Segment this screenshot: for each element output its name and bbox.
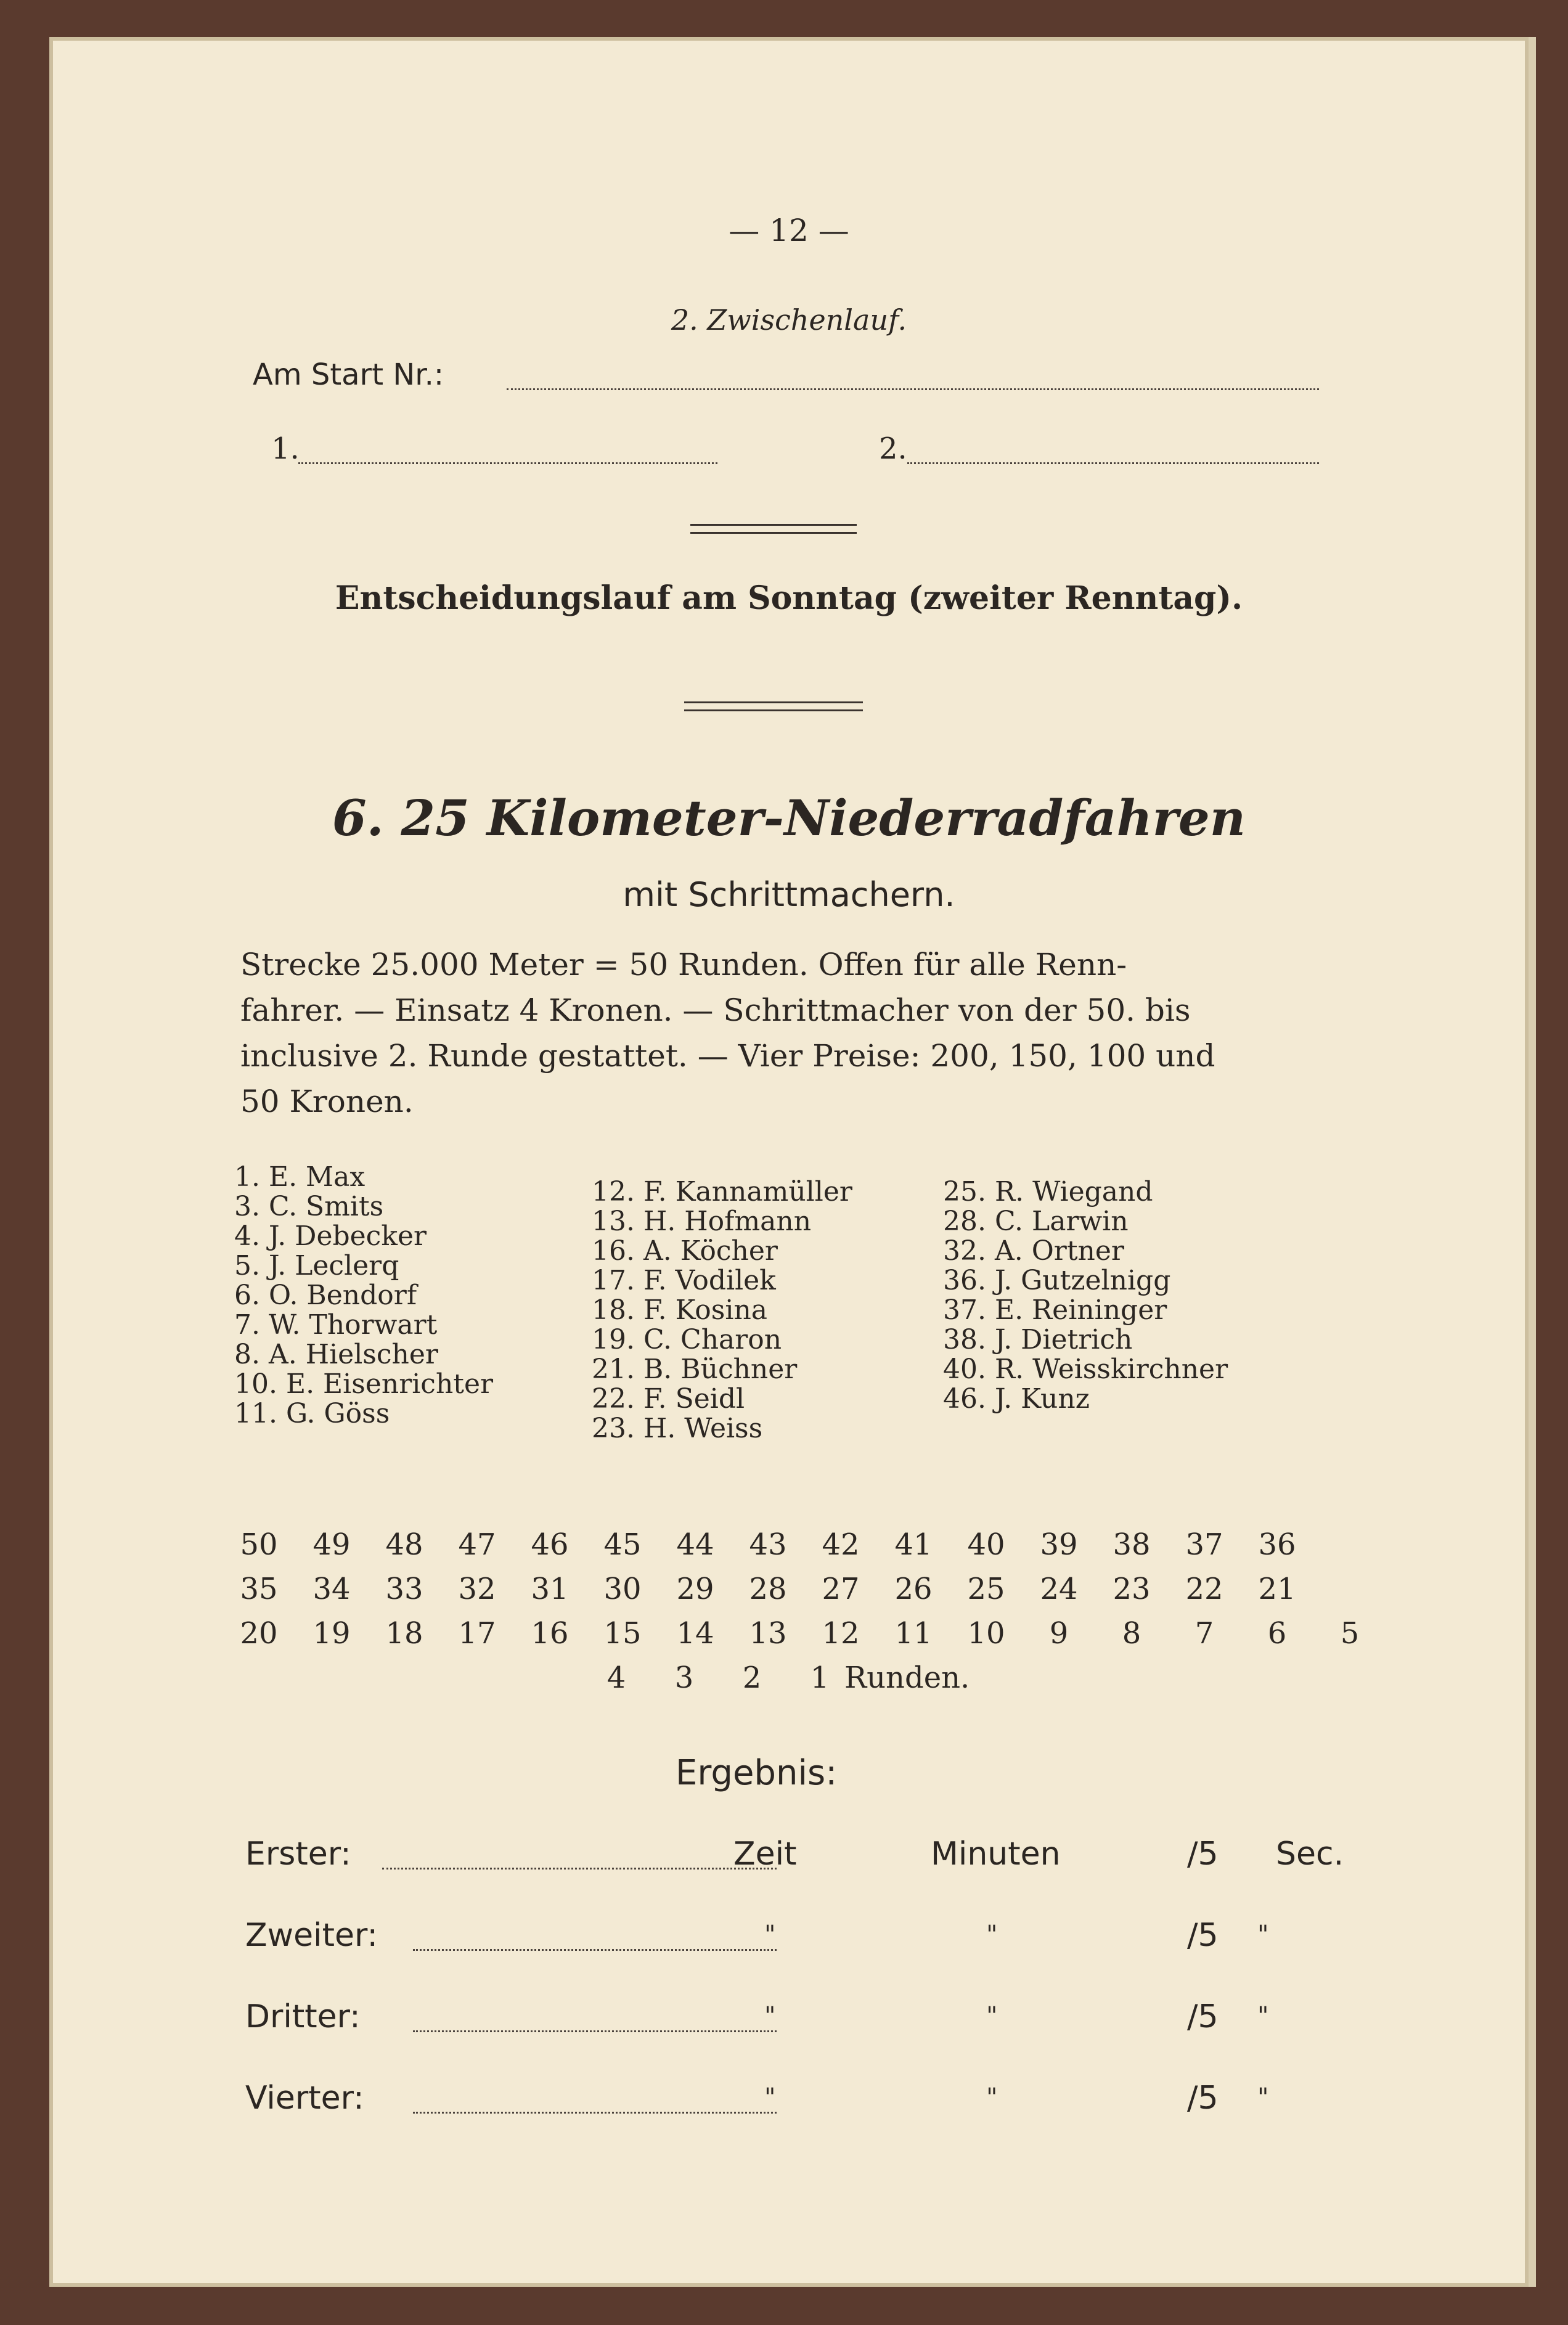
entry: 37. E. Reininger (943, 1294, 1167, 1326)
entry: 3. C. Smits (234, 1191, 384, 1222)
fifth-seconds-label: /5 (1187, 2080, 1219, 2117)
race-title: 6. 25 Kilometer-Niederradfahren (332, 789, 1246, 847)
lap-row-2 (49, 1572, 1529, 1609)
lap-number: 41 (894, 1527, 933, 1562)
lap-number: 21 (1258, 1572, 1296, 1606)
lap-number: 10 (967, 1616, 1005, 1651)
zeit-column-label: Zeit (733, 1836, 797, 1873)
entry: 5. J. Leclerq (234, 1250, 399, 1281)
description-line: Strecke 25.000 Meter = 50 Runden. Offen für alle Renn- (240, 947, 1127, 983)
entry: 17. F. Vodilek (592, 1265, 776, 1296)
entry: 19. C. Charon (592, 1324, 782, 1355)
result-place-label: Erster: (245, 1836, 351, 1873)
entry: 23. H. Weiss (592, 1413, 763, 1444)
lap-number: 28 (749, 1572, 787, 1606)
lap-number: 35 (240, 1572, 278, 1606)
entscheidungslauf-heading: Entscheidungslauf am Sonntag (zweiter Renntag). (335, 579, 1243, 617)
entry: 28. C. Larwin (943, 1206, 1129, 1237)
start-label: Am Start Nr.: (253, 358, 444, 392)
fifth-seconds-label: /5 (1187, 1998, 1219, 2035)
lap-number: 23 (1113, 1572, 1151, 1606)
place-2-line (907, 462, 1319, 464)
entry: 25. R. Wiegand (943, 1176, 1153, 1207)
ditto-mark: " (764, 2083, 776, 2112)
entry: 40. R. Weisskirchner (943, 1354, 1228, 1385)
lap-number: 39 (1040, 1527, 1078, 1562)
ditto-mark: " (986, 2002, 998, 2030)
lap-number: 33 (385, 1572, 423, 1606)
entry: 46. J. Kunz (943, 1383, 1090, 1415)
lap-number: 24 (1040, 1572, 1078, 1606)
double-rule (684, 701, 863, 711)
ditto-mark: " (986, 2083, 998, 2112)
fifth-seconds-label: /5 (1187, 1917, 1219, 1954)
lap-number: 44 (676, 1527, 714, 1562)
result-place-label: Zweiter: (245, 1917, 378, 1954)
lap-number: 3 (674, 1661, 694, 1695)
runden-label: Runden. (844, 1661, 970, 1695)
lap-number: 1 (810, 1661, 830, 1695)
ditto-mark: " (764, 1921, 776, 1949)
entries-column-1 (234, 1162, 493, 1429)
lap-number: 22 (1185, 1572, 1223, 1606)
ditto-mark: " (1257, 2002, 1269, 2030)
lap-row-3 (49, 1616, 1529, 1653)
lap-number: 5 (1340, 1616, 1360, 1651)
lap-number: 36 (1258, 1527, 1296, 1562)
lap-number: 50 (240, 1527, 278, 1562)
result-place-label: Vierter: (245, 2080, 364, 2117)
page-number: — 12 — (729, 213, 849, 248)
seconds-column-label: Sec. (1276, 1836, 1344, 1873)
ditto-mark: " (1257, 2083, 1269, 2112)
entries-column-3 (943, 1177, 1228, 1414)
lap-row-4 (49, 1661, 1529, 1698)
description-line: 50 Kronen. (240, 1084, 414, 1119)
entry: 7. W. Thorwart (234, 1309, 438, 1341)
program-page (49, 37, 1529, 2287)
ditto-mark: " (764, 2002, 776, 2030)
entry: 38. J. Dietrich (943, 1324, 1133, 1355)
lap-number: 49 (312, 1527, 351, 1562)
result-entry-line (382, 1868, 777, 1869)
result-entry-line (413, 2030, 777, 2032)
entries-column-2 (592, 1177, 852, 1444)
lap-number: 13 (749, 1616, 787, 1651)
lap-number: 18 (385, 1616, 423, 1651)
lap-number: 20 (240, 1616, 278, 1651)
lap-number: 46 (531, 1527, 569, 1562)
place-1-line (298, 462, 717, 464)
entry: 1. E. Max (234, 1161, 365, 1193)
lap-row-1 (49, 1527, 1529, 1564)
place-2-label: 2. (879, 431, 907, 466)
lap-number: 9 (1049, 1616, 1069, 1651)
description-line: inclusive 2. Runde gestattet. — Vier Preise: 200, 150, 100 und (240, 1038, 1215, 1074)
lap-number: 17 (458, 1616, 496, 1651)
lap-number: 37 (1185, 1527, 1223, 1562)
lap-number: 7 (1194, 1616, 1214, 1651)
lap-number: 31 (531, 1572, 569, 1606)
entry: 6. O. Bendorf (234, 1280, 417, 1311)
minuten-column-label: Minuten (931, 1836, 1061, 1873)
entry: 8. A. Hielscher (234, 1339, 438, 1370)
entry: 32. A. Ortner (943, 1235, 1124, 1267)
lap-number: 19 (312, 1616, 351, 1651)
entry: 18. F. Kosina (592, 1294, 768, 1326)
place-1-label: 1. (271, 431, 300, 466)
lap-number: 43 (749, 1527, 787, 1562)
zwischenlauf-heading: 2. Zwischenlauf. (671, 303, 907, 337)
lap-number: 6 (1267, 1616, 1287, 1651)
lap-number: 38 (1113, 1527, 1151, 1562)
entry: 4. J. Debecker (234, 1220, 427, 1252)
ergebnis-heading: Ergebnis: (676, 1753, 838, 1793)
lap-number: 2 (742, 1661, 762, 1695)
ditto-mark: " (1257, 1921, 1269, 1949)
lap-number: 42 (822, 1527, 860, 1562)
lap-number: 16 (531, 1616, 569, 1651)
lap-number: 25 (967, 1572, 1005, 1606)
lap-number: 11 (894, 1616, 933, 1651)
lap-number: 45 (603, 1527, 642, 1562)
lap-number: 34 (312, 1572, 351, 1606)
lap-number: 29 (676, 1572, 714, 1606)
entry: 11. G. Göss (234, 1398, 390, 1429)
lap-number: 48 (385, 1527, 423, 1562)
result-entry-line (413, 1949, 777, 1951)
entry: 21. B. Büchner (592, 1354, 798, 1385)
result-place-label: Dritter: (245, 1998, 361, 2035)
entry: 12. F. Kannamüller (592, 1176, 852, 1207)
entry: 22. F. Seidl (592, 1383, 745, 1415)
lap-number: 4 (606, 1661, 626, 1695)
lap-number: 40 (967, 1527, 1005, 1562)
lap-number: 32 (458, 1572, 496, 1606)
entry: 36. J. Gutzelnigg (943, 1265, 1171, 1296)
race-description (240, 942, 1350, 1124)
lap-number: 12 (822, 1616, 860, 1651)
lap-number: 47 (458, 1527, 496, 1562)
entry: 13. H. Hofmann (592, 1206, 812, 1237)
result-entry-line (413, 2112, 777, 2114)
lap-number: 8 (1122, 1616, 1141, 1651)
double-rule (690, 524, 857, 534)
description-line: fahrer. — Einsatz 4 Kronen. — Schrittmacher von der 50. bis (240, 992, 1191, 1028)
start-number-line (507, 388, 1319, 390)
fifth-seconds-label: /5 (1187, 1836, 1219, 1873)
entry: 16. A. Köcher (592, 1235, 778, 1267)
lap-number: 26 (894, 1572, 933, 1606)
lap-number: 14 (676, 1616, 714, 1651)
lap-number: 15 (603, 1616, 642, 1651)
lap-number: 30 (603, 1572, 642, 1606)
entry: 10. E. Eisenrichter (234, 1368, 494, 1400)
lap-number: 27 (822, 1572, 860, 1606)
race-subtitle: mit Schrittmachern. (623, 875, 955, 914)
ditto-mark: " (986, 1921, 998, 1949)
